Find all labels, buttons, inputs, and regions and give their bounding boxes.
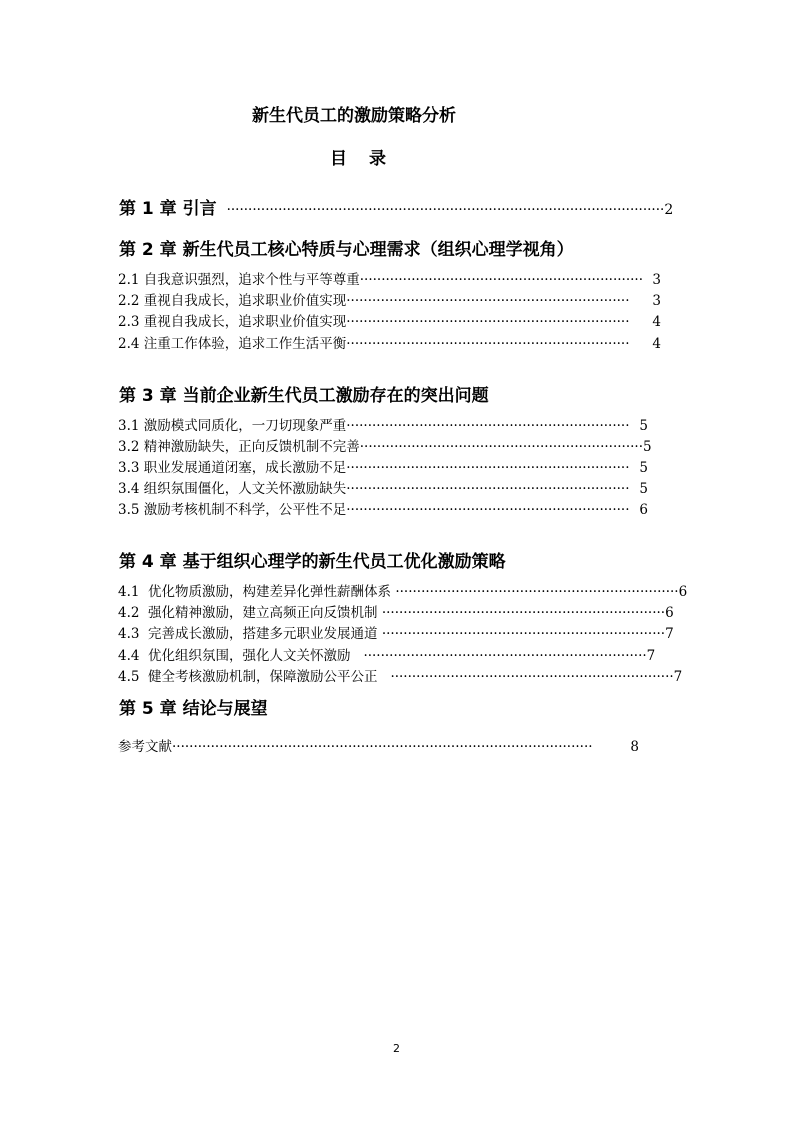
toc-chapter-3[interactable]: 第 3 章 当前企业新生代员工激励存在的突出问题 — [119, 386, 489, 406]
toc-entry-4-1[interactable] — [118, 582, 688, 602]
dot-leader: ······································································································ — [226, 202, 665, 218]
toc-entry-label: 3.2 精神激励缺失，正向反馈机制不完善 — [118, 439, 360, 455]
toc-entry-label: 3.3 职业发展通道闭塞，成长激励不足 — [118, 460, 347, 476]
dot-leader: ·································································································· — [172, 739, 593, 755]
toc-entry-3-5[interactable] — [118, 500, 648, 520]
toc-chapter-1[interactable] — [119, 197, 674, 222]
toc-entry-label: 4.4 优化组织氛围，强化人文关怀激励 — [118, 648, 364, 664]
toc-heading-right: 录 — [369, 149, 386, 169]
toc-heading-left: 目 — [330, 149, 347, 169]
toc-entry-2-3[interactable] — [118, 312, 661, 332]
toc-entry-page: 5 — [643, 439, 652, 455]
toc-entry-label: 3.5 激励考核机制不科学，公平性不足 — [118, 502, 347, 518]
page-number: 2 — [393, 1042, 400, 1055]
toc-entry-page: 6 — [678, 584, 688, 600]
document-title: 新生代员工的激励策略分析 — [252, 106, 456, 126]
dot-leader: ·································································· — [346, 502, 630, 518]
toc-entry-3-1[interactable] — [118, 416, 648, 436]
toc-entry-2-1[interactable] — [118, 270, 661, 290]
toc-references-page: 8 — [630, 739, 639, 755]
dot-leader: ·································································· — [346, 293, 630, 309]
dot-leader: ·································································· — [390, 669, 674, 685]
toc-entry-2-2[interactable] — [118, 291, 661, 311]
toc-entry-label: 4.1 优化物质激励，构建差异化弹性薪酬体系 — [118, 584, 396, 600]
toc-entry-label: 4.5 健全考核激励机制，保障激励公平公正 — [118, 669, 391, 685]
toc-entry-4-3[interactable] — [118, 624, 674, 644]
toc-entry-4-4[interactable] — [118, 646, 656, 666]
dot-leader: ·································································· — [359, 439, 643, 455]
toc-entry-4-5[interactable] — [118, 667, 683, 687]
toc-references-label: 参考文献 — [118, 739, 172, 755]
toc-entry-label: 4.3 完善成长激励，搭建多元职业发展通道 — [118, 626, 382, 642]
dot-leader: ·································································· — [381, 605, 666, 621]
dot-leader: ·································································· — [359, 272, 643, 288]
toc-entry-4-2[interactable] — [118, 603, 674, 623]
toc-entry-page: 3 — [652, 272, 661, 288]
toc-entry-label: 3.4 组织氛围僵化，人文关怀激励缺失 — [118, 481, 347, 497]
toc-entry-page: 4 — [652, 336, 661, 352]
dot-leader: ·································································· — [395, 584, 679, 600]
toc-references[interactable] — [118, 737, 639, 757]
toc-entry-label: 4.2 强化精神激励，建立高频正向反馈机制 — [118, 605, 382, 621]
toc-entry-page: 6 — [639, 502, 648, 518]
toc-entry-page: 7 — [665, 626, 674, 642]
toc-entry-3-4[interactable] — [118, 479, 648, 499]
toc-entry-label: 2.2 重视自我成长，追求职业价值实现 — [118, 293, 347, 309]
toc-entry-page: 7 — [646, 648, 656, 664]
toc-entry-label: 3.1 激励模式同质化，一刀切现象严重 — [118, 418, 347, 434]
toc-entry-2-4[interactable] — [118, 334, 661, 354]
dot-leader: ·································································· — [346, 481, 630, 497]
toc-entry-label: 2.4 注重工作体验，追求工作生活平衡 — [118, 336, 347, 352]
toc-entry-page: 5 — [639, 418, 648, 434]
toc-chapter-1-label: 第 1 章 引言 — [119, 199, 217, 219]
dot-leader: ·································································· — [346, 418, 630, 434]
toc-entry-3-2[interactable] — [118, 437, 652, 457]
toc-chapter-4[interactable]: 第 4 章 基于组织心理学的新生代员工优化激励策略 — [119, 552, 506, 572]
toc-chapter-2[interactable]: 第 2 章 新生代员工核心特质与心理需求（组织心理学视角） — [119, 240, 574, 260]
toc-entry-page: 3 — [652, 293, 661, 309]
toc-entry-page: 4 — [652, 314, 661, 330]
dot-leader: ·································································· — [346, 314, 630, 330]
toc-entry-3-3[interactable] — [118, 458, 648, 478]
toc-chapter-5[interactable]: 第 5 章 结论与展望 — [119, 699, 268, 719]
toc-entry-page: 6 — [665, 605, 674, 621]
toc-entry-page: 7 — [673, 669, 683, 685]
toc-entry-page: 5 — [639, 481, 648, 497]
toc-entry-label: 2.3 重视自我成长，追求职业价值实现 — [118, 314, 347, 330]
dot-leader: ·································································· — [363, 648, 647, 664]
toc-entry-label: 2.1 自我意识强烈，追求个性与平等尊重 — [118, 272, 360, 288]
dot-leader: ·································································· — [381, 626, 666, 642]
dot-leader: ·································································· — [346, 460, 630, 476]
toc-chapter-1-page: 2 — [664, 202, 674, 218]
toc-entry-page: 5 — [639, 460, 648, 476]
dot-leader: ·································································· — [346, 336, 630, 352]
toc-heading — [0, 147, 716, 171]
